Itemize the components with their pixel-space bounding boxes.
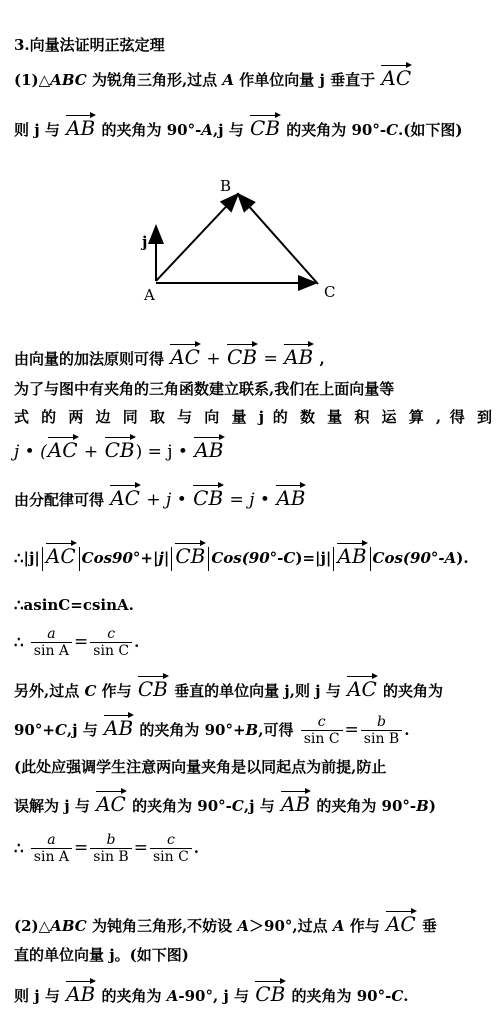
vector-ac: AC — [170, 345, 200, 369]
vector-cb: CB — [227, 345, 258, 369]
fraction-c-sinc: $\frac{c}{\text{sin C}}$ — [90, 626, 132, 660]
vector-ab: AB — [66, 982, 96, 1006]
equation-2: 由分配律可得 AC + j • CB = j • AB — [14, 486, 306, 510]
vector-cb: CB — [250, 116, 281, 140]
vector-ac: AC — [110, 486, 140, 510]
vector-cb: CB — [193, 486, 224, 510]
label-b: B — [220, 177, 232, 195]
paragraph-2: 则 j 与 AB 的夹角为 90°-A,j 与 CB 的夹角为 90°-C.(如下图) — [14, 116, 463, 140]
vector-ab: AB — [104, 716, 134, 740]
vector-ac: AC — [347, 677, 377, 701]
vector-ab: AB — [276, 486, 306, 510]
label-c: C — [324, 283, 336, 301]
vector-ab: AB — [280, 792, 311, 816]
fraction-a-sina: $\frac{a}{\text{sin A}}$ — [31, 626, 72, 660]
vector-cb-line — [238, 194, 318, 284]
vector-ab: AB — [194, 438, 224, 462]
paragraph-5: 式 的 两 边 同 取 与 向 量 j 的 数 量 积 运 算 , 得 到 — [14, 408, 492, 426]
vector-ac: AC — [47, 438, 78, 462]
paragraph-9: 误解为 j 与 AC 的夹角为 90°-C,j 与 AB 的夹角为 90°-B) — [14, 792, 436, 816]
paragraph-11: 直的单位向量 j。(如下图) — [14, 946, 189, 964]
equation-3: ∴|j| AC Cos90°+|j| CB Cos(90°-C)=|j| AB Cos(90°-A). — [14, 546, 492, 571]
paragraph-10: (2)△ABC 为钝角三角形,不妨设 A＞90°,过点 A 作与 AC 垂 — [14, 912, 437, 936]
triangle-figure-1 — [130, 170, 350, 310]
vector-ab: AB — [66, 116, 96, 140]
vector-cb: CB — [175, 544, 206, 568]
vector-ac: AC — [45, 544, 76, 568]
section-title: 3.向量法证明正弦定理 — [14, 36, 165, 54]
fraction-b-sinb: $\frac{b}{\text{sin B}}$ — [361, 714, 402, 748]
paragraph-1: (1)△ABC 为锐角三角形,过点 A 作单位向量 j 垂直于 AC — [14, 66, 412, 90]
vector-cb: CB — [104, 438, 135, 462]
paragraph-3: 由向量的加法原则可得 AC + CB = AB , — [14, 345, 325, 369]
vector-cb: CB — [255, 982, 286, 1006]
vector-cb: CB — [137, 677, 168, 701]
equation-4: ∴asinC=csinA. — [14, 596, 134, 614]
equation-5: ∴ $\frac{a}{\text{sin A}}$ = $\frac{c}{\text{sin C}}$ . — [14, 626, 140, 659]
label-j: j — [142, 233, 148, 251]
vector-ac: AC — [381, 66, 412, 90]
paragraph-4: 为了与图中有夹角的三角函数建立联系,我们在上面向量等 — [14, 380, 395, 398]
vector-ac: AC — [385, 912, 416, 936]
vector-ab: AB — [337, 544, 367, 568]
fraction-c-sinc: $\frac{c}{\text{sin C}}$ — [301, 714, 343, 748]
paragraph-12: 则 j 与 AB 的夹角为 A-90°, j 与 CB 的夹角为 90°-C. — [14, 982, 409, 1006]
paragraph-8: (此处应强调学生注意两向量夹角是以同起点为前提,防止 — [14, 758, 387, 776]
vector-ab: AB — [284, 345, 314, 369]
vector-ac: AC — [96, 792, 126, 816]
fraction-a-sina: $\frac{a}{\text{sin A}}$ — [31, 832, 72, 866]
equation-1: j • (AC + CB) = j • AB — [14, 438, 224, 462]
fraction-c-sinc: $\frac{c}{\text{sin C}}$ — [150, 832, 192, 866]
fraction-b-sinb: $\frac{b}{\text{sin B}}$ — [90, 832, 131, 866]
paragraph-6: 另外,过点 C 作与 CB 垂直的单位向量 j,则 j 与 AC 的夹角为 — [14, 677, 444, 701]
label-a: A — [144, 286, 155, 304]
vector-ab-line — [156, 194, 238, 281]
equation-6: ∴ $\frac{a}{\text{sin A}}$ = $\frac{b}{\text{sin B}}$ = $\frac{c}{\text{sin C}}$ . — [14, 832, 200, 865]
paragraph-7: 90°+C,j 与 AB 的夹角为 90°+B,可得 $\frac{c}{\text{sin C}}$ = $\frac{b}{\text{sin B}}$ . — [14, 714, 410, 747]
